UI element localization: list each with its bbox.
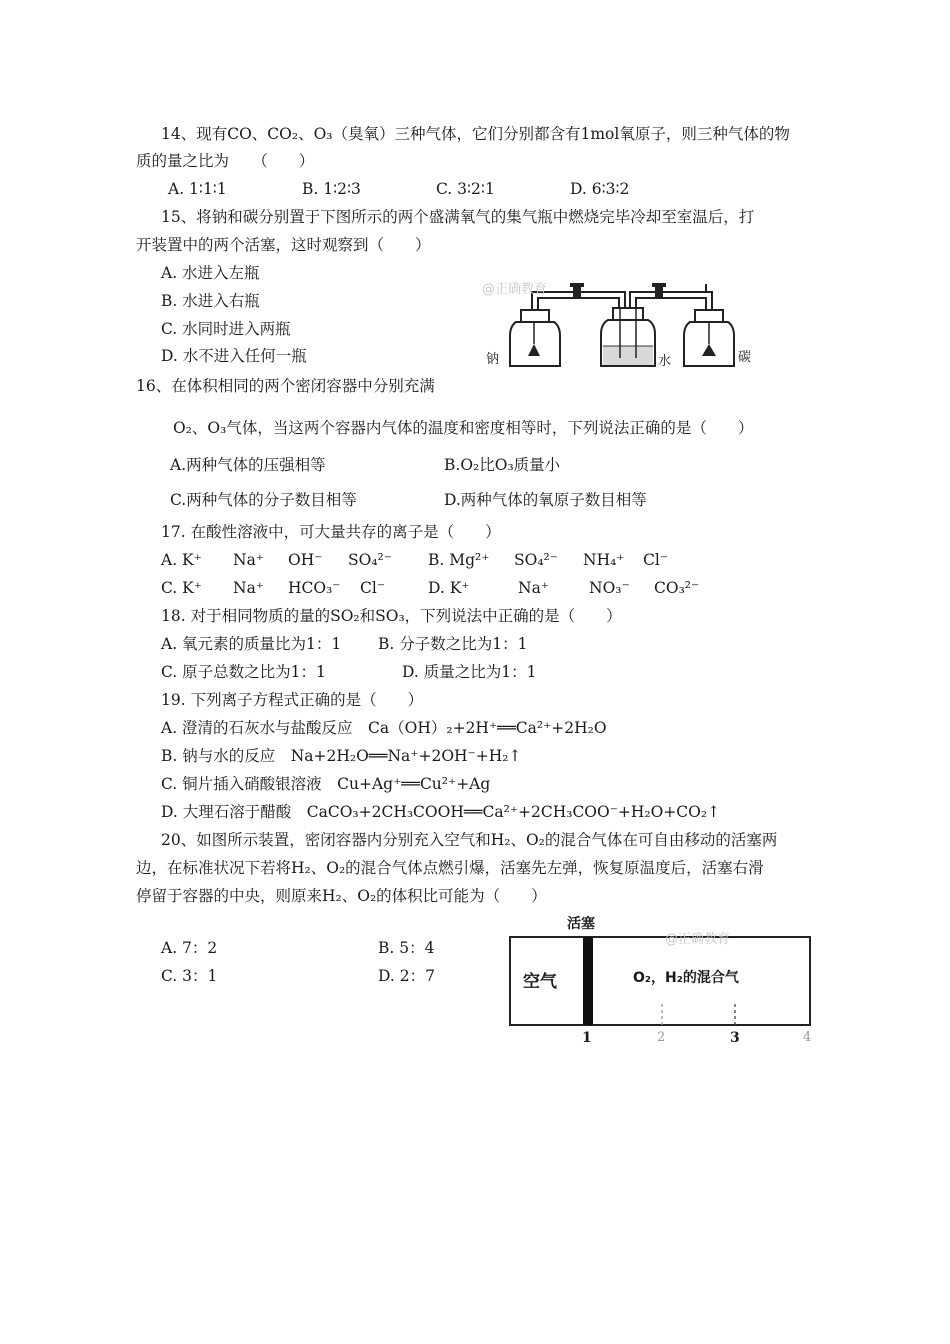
q14-option-a: A. 1∶1∶1 xyxy=(168,180,227,198)
piston-container-figure xyxy=(505,912,817,1047)
q18-option-c: C. 原子总数之比为1：1 xyxy=(161,663,326,681)
q19-option-a: A. 澄清的石灰水与盐酸反应 Ca（OH）₂+2H⁺══Ca²⁺+2H₂O xyxy=(161,719,607,737)
q20-stem-line1: 20、如图所示装置，密闭容器内分别充入空气和H₂、O₂的混合气体在可自由移动的活塞两 xyxy=(161,831,778,849)
water-label: 水 xyxy=(658,354,672,369)
q15-option-a: A. 水进入左瓶 xyxy=(161,264,260,282)
q14-option-c: C. 3∶2∶1 xyxy=(436,180,495,198)
watermark-2: @正确教育 xyxy=(665,932,731,947)
q17-option-a-4: SO₄²⁻ xyxy=(348,551,392,569)
sodium-label: 钠 xyxy=(486,352,500,367)
q17-option-c-1: C. K⁺ xyxy=(161,579,202,597)
q20-stem-line2: 边，在标准状况下若将H₂、O₂的混合气体点燃引爆，活塞先左弹，恢复原温度后，活塞右滑 xyxy=(136,859,764,877)
q20-option-b: B. 5：4 xyxy=(378,939,435,957)
q17-option-b-4: Cl⁻ xyxy=(643,551,668,569)
q15-option-b: B. 水进入右瓶 xyxy=(161,292,260,310)
q17-option-b-2: SO₄²⁻ xyxy=(514,551,558,569)
q20-stem-line3: 停留于容器的中央，则原来H₂、O₂的体积比可能为（ ） xyxy=(136,887,547,905)
q17-option-a-3: OH⁻ xyxy=(288,551,323,569)
mark-1: 1 xyxy=(582,1030,592,1046)
q17-option-c-4: Cl⁻ xyxy=(360,579,385,597)
q15-option-c: C. 水同时进入两瓶 xyxy=(161,320,291,338)
q19-option-c: C. 铜片插入硝酸银溶液 Cu+Ag⁺══Cu²⁺+Ag xyxy=(161,775,491,793)
q18-option-a: A. 氧元素的质量比为1：1 xyxy=(161,635,342,653)
q19-stem: 19. 下列离子方程式正确的是（ ） xyxy=(161,691,424,709)
q20-option-d: D. 2：7 xyxy=(378,967,435,985)
q14-stem-line2: 质的量之比为 （ ） xyxy=(136,152,315,170)
q17-option-d-3: NO₃⁻ xyxy=(589,579,630,597)
q16-option-c: C.两种气体的分子数目相等 xyxy=(170,491,357,509)
watermark: @正确教育 xyxy=(482,282,548,297)
q19-option-b: B. 钠与水的反应 Na+2H₂O══Na⁺+2OH⁻+H₂↑ xyxy=(161,747,522,765)
q17-option-d-4: CO₃²⁻ xyxy=(654,579,700,597)
q14-stem-line1: 14、现有CO、CO₂、O₃（臭氧）三种气体，它们分别都含有1mol氧原子，则三种气体的物 xyxy=(161,125,790,143)
q17-option-c-2: Na⁺ xyxy=(233,579,264,597)
q20-option-a: A. 7：2 xyxy=(161,939,218,957)
mark-2: 2 xyxy=(657,1030,666,1045)
mark-3: 3 xyxy=(730,1030,740,1046)
q16-option-b: B.O₂比O₃质量小 xyxy=(444,456,561,474)
q19-option-d: D. 大理石溶于醋酸 CaCO₃+2CH₃COOH══Ca²⁺+2CH₃COO⁻+H₂O+CO₂↑ xyxy=(161,803,721,821)
q16-stem-line2: O₂、O₃气体，当这两个容器内气体的温度和密度相等时，下列说法正确的是（ ） xyxy=(173,419,754,437)
q17-option-d-2: Na⁺ xyxy=(518,579,549,597)
piston-label: 活塞 xyxy=(567,916,595,932)
q17-option-b-3: NH₄⁺ xyxy=(583,551,625,569)
q17-option-a-1: A. K⁺ xyxy=(161,551,202,569)
q16-stem-line1: 16、在体积相同的两个密闭容器中分别充满 xyxy=(136,377,435,395)
piston xyxy=(583,937,593,1025)
q18-option-b: B. 分子数之比为1：1 xyxy=(378,635,528,653)
left-valve xyxy=(573,287,581,299)
q18-stem: 18. 对于相同物质的量的SO₂和SO₃，下列说法中正确的是（ ） xyxy=(161,607,622,625)
q17-stem: 17. 在酸性溶液中，可大量共存的离子是（ ） xyxy=(161,523,501,541)
q15-stem-line1: 15、将钠和碳分别置于下图所示的两个盛满氧气的集气瓶中燃烧完毕冷却至室温后，打 xyxy=(161,208,755,226)
q18-option-d: D. 质量之比为1：1 xyxy=(402,663,537,681)
q15-stem-line2: 开装置中的两个活塞，这时观察到（ ） xyxy=(136,236,431,254)
gas-bottles-figure xyxy=(480,278,770,376)
mark-4: 4 xyxy=(803,1030,812,1045)
air-label: 空气 xyxy=(523,972,557,992)
q14-option-d: D. 6∶3∶2 xyxy=(570,180,630,198)
q14-option-b: B. 1∶2∶3 xyxy=(302,180,361,198)
q20-option-c: C. 3：1 xyxy=(161,967,218,985)
q17-option-a-2: Na⁺ xyxy=(233,551,264,569)
q15-option-d: D. 水不进入任何一瓶 xyxy=(161,347,307,365)
q16-option-d: D.两种气体的氧原子数目相等 xyxy=(444,491,647,509)
q17-option-b-1: B. Mg²⁺ xyxy=(428,551,490,569)
q17-option-c-3: HCO₃⁻ xyxy=(288,579,341,597)
q16-option-a: A.两种气体的压强相等 xyxy=(170,456,326,474)
right-valve xyxy=(655,287,663,299)
carbon-label: 碳 xyxy=(738,350,752,365)
mixture-label: O₂，H₂的混合气 xyxy=(633,970,739,986)
q17-option-d-1: D. K⁺ xyxy=(428,579,470,597)
